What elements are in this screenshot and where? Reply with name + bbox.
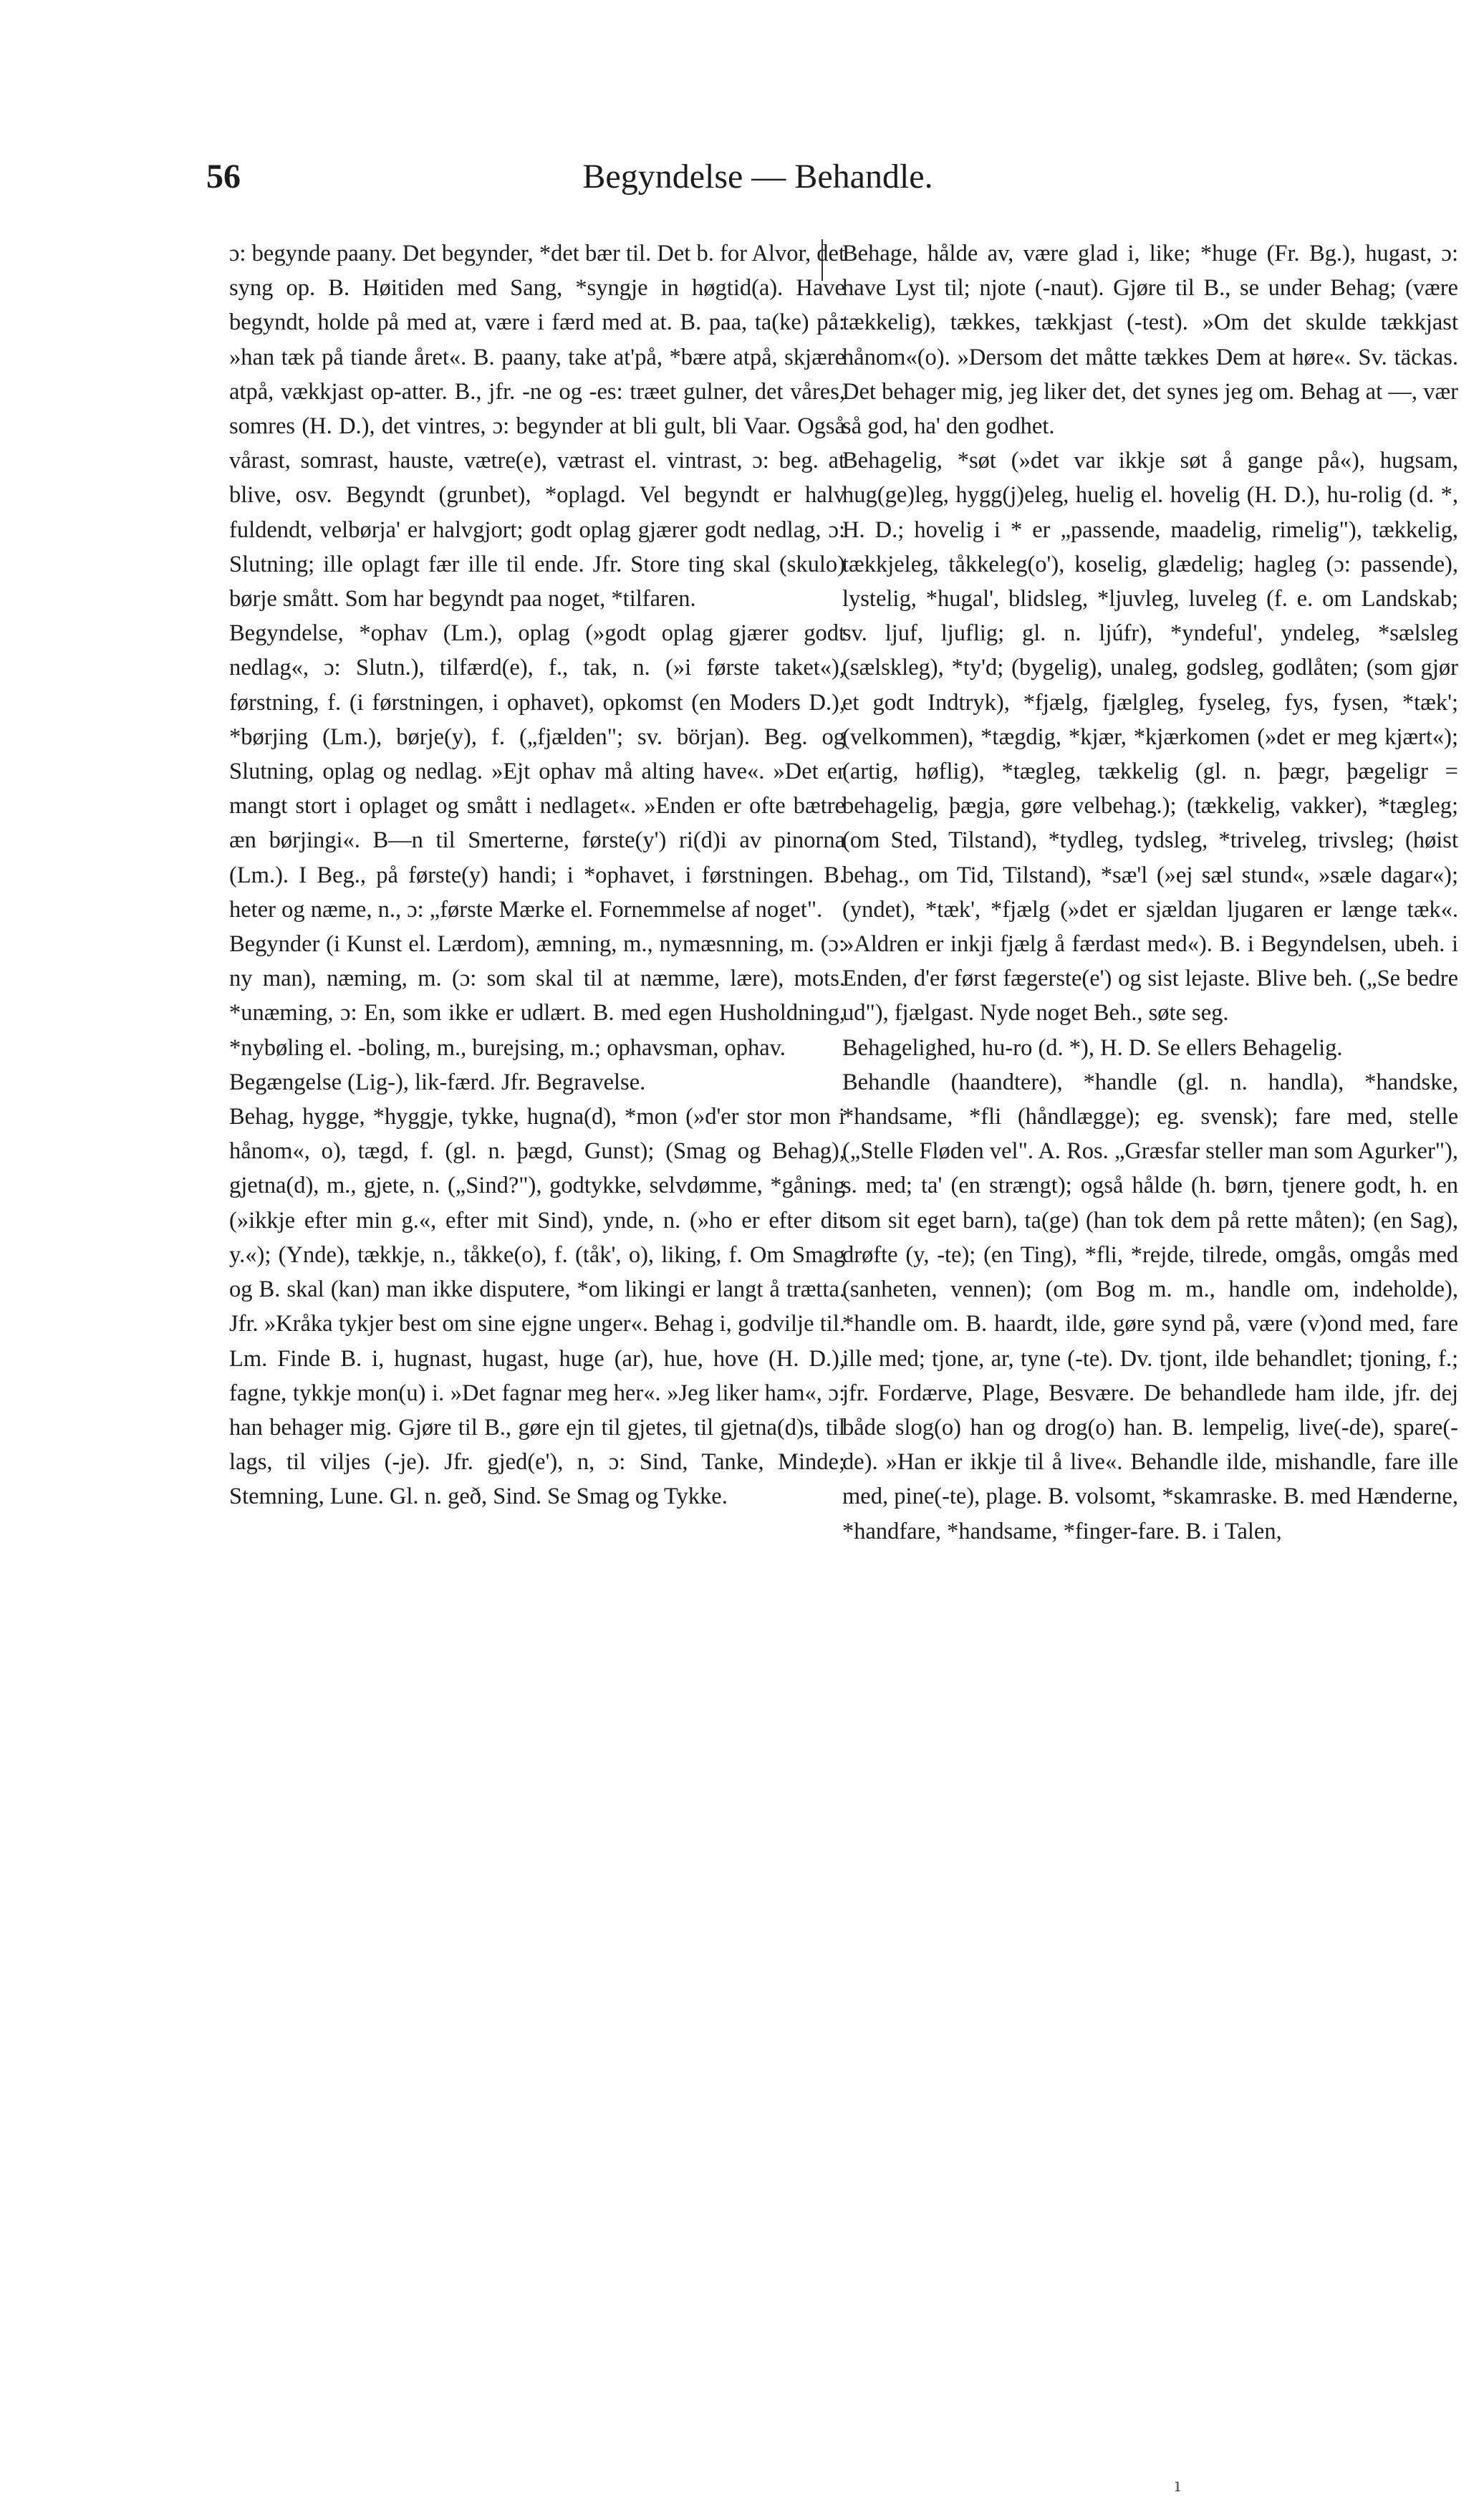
entry-begynder: Begynder (i Kunst el. Lærdom), æmning, m., nymæsnning, m. (ɔ: ny man), næming, m. (ɔ: som skal til at næmme, lære), mots. *unæming, ɔ: En, som ikke er udlært. B. med egen Husholdning, *nybøling el. -boling, m., burejsing, m.; ophavsman, ophav.: [229, 931, 845, 1061]
running-head: Begyndelse — Behandle.: [582, 158, 933, 196]
entry-behage: Behage, hålde av, være glad i, like; *huge (Fr. Bg.), hugast, ɔ: have Lyst til; njote (-naut). Gjøre til B., se under Behag; (være tækkelig), tækkes, tækkjast (-test). »Om det skulde tækkjast hånom«(o). »Dersom det måtte tækkes Dem at høre«. Sv. täckas. Det behager mig, jeg liker det, det synes jeg om. Behag at —, vær så god, ha' den godhet.: [842, 241, 1458, 440]
page-header: [206, 152, 1309, 202]
entry-behandle: Behandle (haandtere), *handle (gl. n. handla), *handske, *handsame, *fli (håndlægge); eg. svensk); fare med, stelle („Stelle Fløden vel". A. Ros. „Græsfar steller man som Agurker"), s. med; ta' (en strængt); også hålde (h. børn, tjenere godt, h. en som sit eget barn), ta(ge) (han tok dem på rette måten); (en Sag), drøfte (y, -te); (en Ting), *fli, *rejde, tilrede, omgås, omgås med (sanheten, vennen); (om Bog m. m., handle om, indeholde), *handle om. B. haardt, ilde, gøre synd på, være (v)ond med, fare ille med; tjone, ar, tyne (-te). Dv. tjont, ilde behandlet; tjoning, f.; jfr. Fordærve, Plage, Besvære. De behandlede ham ilde, jfr. dej både slog(o) han og drog(o) han. B. lempelig, live(-de), spare(-de). »Han er ikkje til å live«. Behandle ilde, mishandle, fare ille med, pine(-te), plage. B. volsomt, *skamraske. B. med Hænderne, *handfare, *handsame, *finger-fare. B. i Talen,: [842, 1069, 1458, 1544]
entry-begyndelse: Begyndelse, *ophav (Lm.), oplag (»godt oplag gjærer godt nedlag«, ɔ: Slutn.), tilfærd(e), f., tak, n. (»i første taket«), førstning, f. (i førstningen, i ophavet), opkomst (en Moders D.), *børjing (Lm.), børje(y), f. („fjælden"; sv. början). Beg. og Slutning, oplag og nedlag. »Ejt ophav må alting have«. »Det er mangt stort i oplaget og smått i nedlaget«. »Enden er ofte bætre æn børjingi«. B—n til Smerterne, første(y') ri(d)i av pinorna (Lm.). I Beg., på første(y) handi; i *ophavet, i førstningen. B. heter og næme, n., ɔ: „første Mærke el. Fornemmelse af noget".: [229, 620, 845, 923]
left-column: [229, 236, 845, 2328]
stray-mark: ı: [1175, 2475, 1181, 2496]
entry-begynde: ɔ: begynde paany. Det begynder, *det bær til. Det b. for Alvor, det syng op. B. Høitiden med Sang, *syngje in høgtid(a). Have begyndt, holde på med at, være i færd med at. B. paa, ta(ke) på: »han tæk på tiande året«. B. paany, take at'på, *bære atpå, skjære atpå, vækkjast op-atter. B., jfr. -ne og -es: træet gulner, det våres, somres (H. D.), det vintres, ɔ: begynder at bli gult, bli Vaar. Også vårast, somrast, hauste, vætre(e), vætrast el. vintrast, ɔ: beg. at blive, osv. Begyndt (grunbet), *oplagd. Vel begyndt er halv fuldendt, velbørja' er halvgjort; godt oplag gjærer godt nedlag, ɔ: Slutning; ille oplagt fær ille til ende. Jfr. Store ting skal (skulo) børje smått. Som har begyndt paa noget, *tilfaren.: [229, 241, 845, 612]
entry-behagelig: Behagelig, *søt (»det var ikkje søt å gange på«), hugsam, hug(ge)leg, hygg(j)eleg, huelig el. hovelig (H. D.), hu-rolig (d. *, H. D.; hovelig i * er „passende, maadelig, rimelig"), tækkelig, tækkjeleg, tåkkeleg(o'), koselig, glædelig; hagleg (ɔ: passende), lystelig, *hugal', blidsleg, *ljuvleg, luveleg (f. e. om Landskab; sv. ljuf, ljuflig; gl. n. ljúfr), *yndeful', yndeleg, *sælsleg (sælskleg), *ty'd; (bygelig), unaleg, godsleg, godlåten; (som gjør et godt Indtryk), *fjælg, fjælgleg, fyseleg, fys, fysen, *tæk'; (velkommen), *tægdig, *kjær, *kjærkomen (»det er meg kjært«); (artig, høflig), *tægleg, tækkelig (gl. n. þægr, þægeligr = behagelig, þægja, gøre velbehag.); (tækkelig, vakker), *tægleg; (om Sted, Tilstand), *tydleg, tydsleg, *triveleg, trivsleg; (høist behag., om Tid, Tilstand), *sæ'l (»ej sæl stund«, »sæle dagar«); (yndet), *tæk', *fjælg (»det er sjældan ljugaren er længe tæk«. »Aldren er inkji fjælg å færdast med«). B. i Begyndelsen, ubeh. i Enden, d'er først fægerste(e') og sist lejaste. Blive beh. („Se bedre ud"), fjælgast. Nyde noget Beh., søte seg.: [842, 448, 1458, 1026]
entry-begaengelse: Begængelse (Lig-), lik-færd. Jfr. Begravelse.: [229, 1069, 646, 1095]
entry-behagelighed: Behagelighed, hu-ro (d. *), H. D. Se ellers Behagelig.: [842, 1034, 1343, 1061]
right-column: [842, 236, 1458, 2328]
entry-behag: Behag, hygge, *hyggje, tykke, hugna(d), *mon (»d'er stor mon i hånom«, o), tægd, f. (gl. n. þægd, Gunst); (Smag og Behag), gjetna(d), m., gjete, n. („Sind?"), godtykke, selvdømme, *gåning (»ikkje efter min g.«, efter mit Sind), ynde, n. (»ho er efter dit y.«); (Ynde), tækkje, n., tåkke(o), f. (tåk', o), liking, f. Om Smag og B. skal (kan) man ikke disputere, *om likingi er langt å trætta. Jfr. »Kråka tykjer best om sine ejgne unger«. Behag i, godvilje til. Lm. Finde B. i, hugnast, hugast, huge (ar), hue, hove (H. D.), fagne, tykkje mon(u) i. »Det fagnar meg her«. »Jeg liker ham«, ɔ: han behager mig. Gjøre til B., gøre ejn til gjetes, til gjetna(d)s, til lags, til viljes (-je). Jfr. gjed(e'), n, ɔ: Sind, Tanke, Minde; Stemning, Lune. Gl. n. geð, Sind. Se Smag og Tykke.: [229, 1104, 845, 1510]
page-number: 56: [206, 158, 241, 196]
